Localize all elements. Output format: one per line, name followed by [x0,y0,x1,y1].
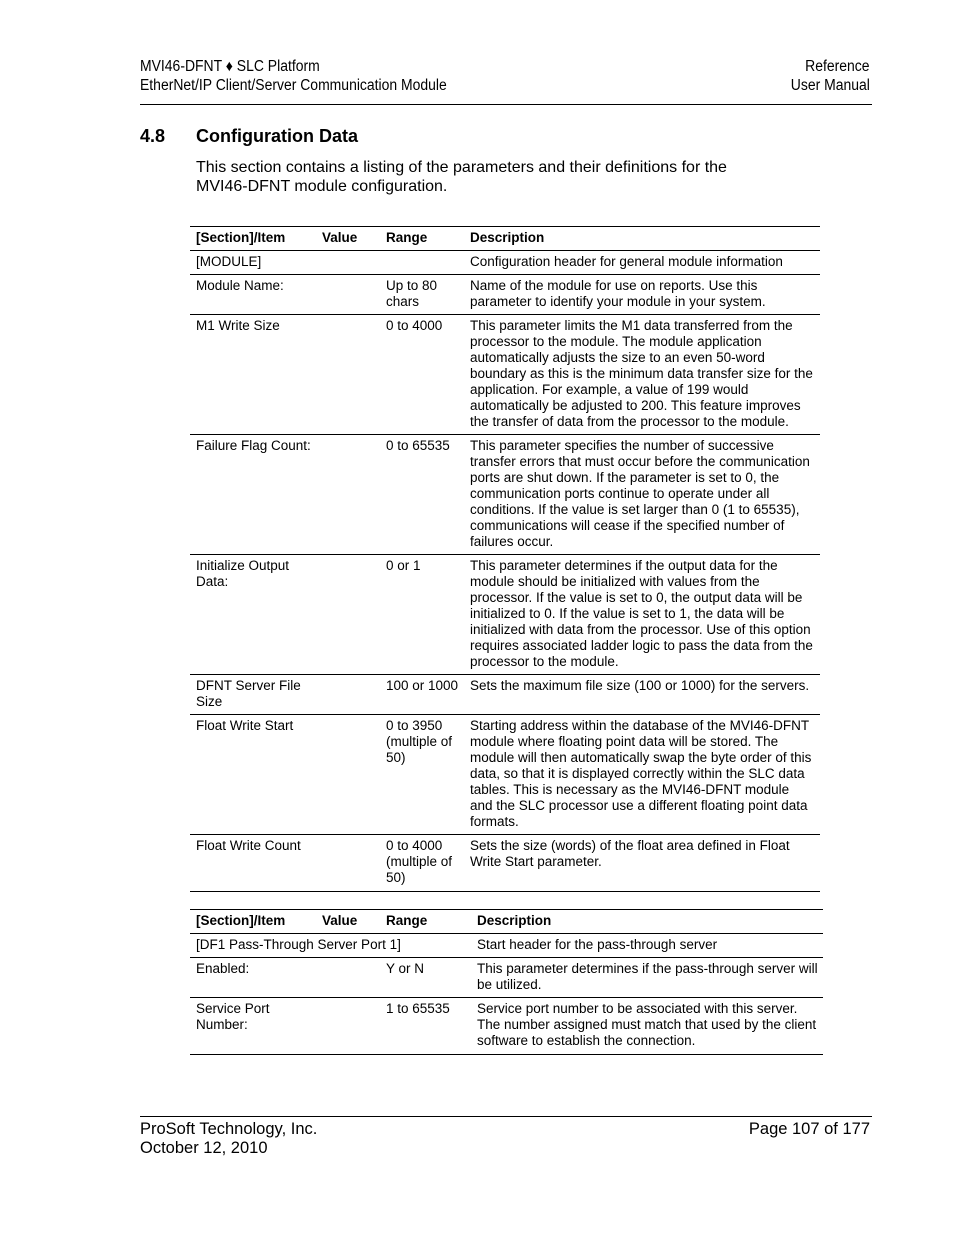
col-header-range: Range [380,227,464,251]
cell-item: [DF1 Pass-Through Server Port 1] [190,934,471,958]
cell-item: Float Write Start [190,715,316,835]
table-row [190,998,823,1055]
cell-range: Up to 80 chars [380,275,464,315]
table-row [190,275,820,315]
cell-description: Name of the module for use on reports. Use this parameter to identify your module in your system. [464,275,820,315]
table-row [190,835,820,892]
cell-value [316,835,380,892]
config-table-pass-through [190,909,823,1055]
footer-date: October 12, 2010 [140,1139,268,1157]
footer-rule [140,1116,872,1117]
table-row [190,934,823,958]
table-header-row [190,910,823,934]
intro-line-2: MVI46-DFNT module configuration. [196,178,448,195]
cell-description: Configuration header for general module information [464,251,820,275]
cell-range: 0 or 1 [380,555,464,675]
header-product: MVI46-DFNT ♦ SLC Platform [140,58,320,75]
cell-value [316,435,380,555]
cell-range: 0 to 65535 [380,435,464,555]
cell-range: 100 or 1000 [380,675,464,715]
col-header-description: Description [464,227,820,251]
section-title: Configuration Data [196,126,358,146]
cell-value [316,715,380,835]
header-module-title: EtherNet/IP Client/Server Communication Module [140,77,447,94]
section-intro [196,158,836,196]
table-row [190,675,820,715]
col-header-item: [Section]/Item [190,910,316,934]
cell-value [316,555,380,675]
cell-item: Failure Flag Count: [190,435,316,555]
cell-item: M1 Write Size [190,315,316,435]
cell-item: Service Port Number: [190,998,316,1055]
cell-description: This parameter specifies the number of successive transfer errors that must occur before the communication ports are shut down. If the parameter is set to 0, the communication ports continue to operate under all conditions. If the value is set larger than 0 (1 to 65535), communications will cease if the specified number of failures occur. [464,435,820,555]
cell-description: Start header for the pass-through server [471,934,823,958]
cell-item: Module Name: [190,275,316,315]
table-row [190,315,820,435]
cell-range: 0 to 3950 (multiple of 50) [380,715,464,835]
cell-item: DFNT Server File Size [190,675,316,715]
cell-item: [MODULE] [190,251,316,275]
footer-company: ProSoft Technology, Inc. [140,1120,318,1138]
cell-value [316,675,380,715]
cell-description: Sets the size (words) of the float area defined in Float Write Start parameter. [464,835,820,892]
cell-range: 0 to 4000 (multiple of 50) [380,835,464,892]
config-table-module [190,226,820,892]
col-header-item: [Section]/Item [190,227,316,251]
header-rule [140,104,872,105]
cell-range [380,251,464,275]
col-header-description: Description [471,910,823,934]
header-user-manual: User Manual [790,77,870,94]
col-header-value: Value [316,910,380,934]
cell-value [316,315,380,435]
section-number: 4.8 [140,126,166,146]
table-header-row [190,227,820,251]
cell-value [316,251,380,275]
cell-description: Service port number to be associated with this server. The number assigned must match that used by the client software to establish the connection. [471,998,823,1055]
table-row [190,715,820,835]
cell-description: Sets the maximum file size (100 or 1000) for the servers. [464,675,820,715]
col-header-range: Range [380,910,471,934]
table-row [190,555,820,675]
cell-description: This parameter determines if the output data for the module should be initialized with values from the processor. If the value is set to 0, the output data will be initialized to 0. If the value is set to 1, the data will be initialized with data from the processor. Use of this option requires associated ladder logic to pass the data from the processor to the module. [464,555,820,675]
cell-value [316,275,380,315]
col-header-value: Value [316,227,380,251]
table-row [190,251,820,275]
table-row [190,435,820,555]
cell-range: 0 to 4000 [380,315,464,435]
cell-description: This parameter determines if the pass-through server will be utilized. [471,958,823,998]
cell-range: 1 to 65535 [380,998,471,1055]
cell-range: Y or N [380,958,471,998]
cell-value [316,998,380,1055]
intro-line-1: This section contains a listing of the parameters and their definitions for the [196,159,727,176]
header-reference: Reference [805,58,870,75]
footer-page-number: Page 107 of 177 [748,1120,870,1138]
cell-value [316,958,380,998]
cell-description: Starting address within the database of the MVI46-DFNT module where floating point data will be stored. The module will then automatically swap the byte order of this data, so that it is displayed correctly within the SLC data tables. This is necessary as the MVI46-DFNT module and the SLC processor use a different floating point data formats. [464,715,820,835]
cell-item: Initialize Output Data: [190,555,316,675]
cell-description: This parameter limits the M1 data transferred from the processor to the module. The module application automatically adjusts the size to an even 50-word boundary as this is the minimum data transfer size for the application. For example, a value of 199 would automatically be adjusted to 200. This feature improves the transfer of data from the processor to the module. [464,315,820,435]
cell-item: Enabled: [190,958,316,998]
table-row [190,958,823,998]
cell-item: Float Write Count [190,835,316,892]
